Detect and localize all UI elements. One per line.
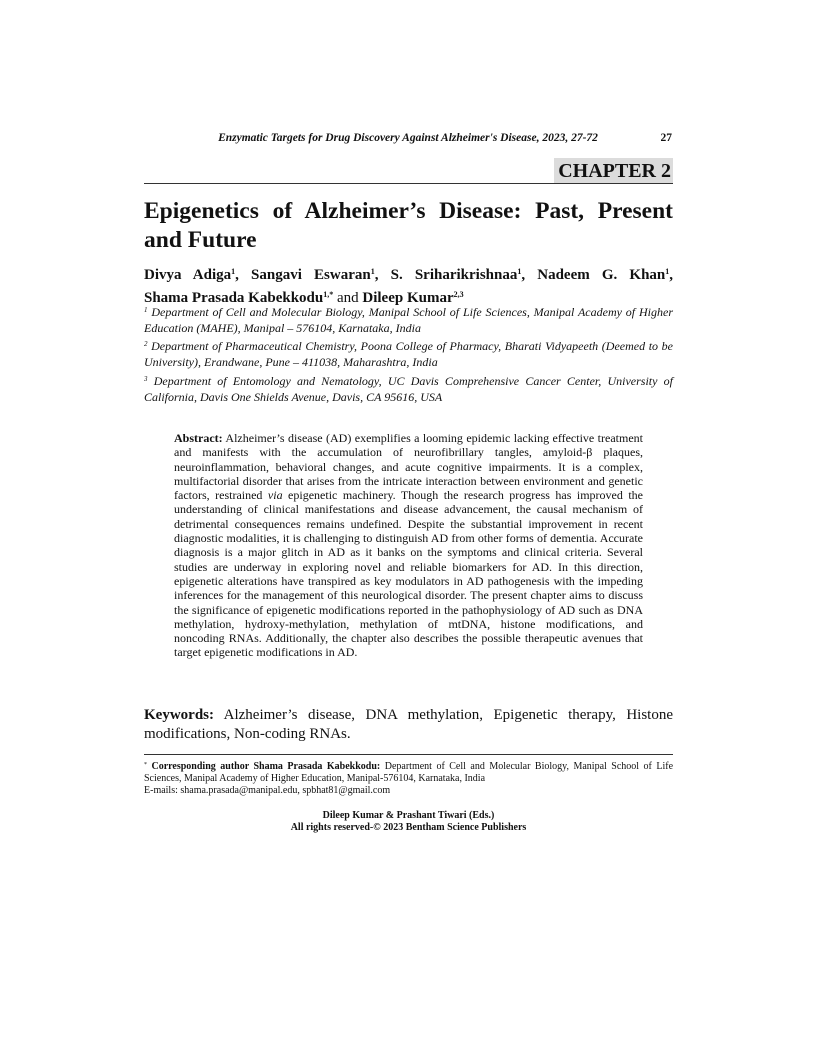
abstract-italic-term: via (267, 488, 283, 503)
abstract-label: Abstract: (174, 431, 223, 445)
abstract-text-continued: epigenetic machinery. Though the research progress has improved the understanding of clinical manifestations and disease advancement, the causal mechanism of detrimental consequences remains undefined. Despite the substantial improvement in recent diagnostic modalities, it is challenging to distinguish AD from other forms of dementia. Accurate diagnosis is a major glitch in AD as it banks on the symptoms and clinical criteria. Several studies are underway in exploring novel and reliable biomarkers for AD. In this direction, epigenetic alterations have transpired as key modulators in AD pathogenesis with the impeding inferences for the management of this neurological disorder. The present chapter aims to discuss the significance of epigenetic modifications reported in the pathophysiology of AD such as DNA methylation, hydroxy-methylation, methylation of mtDNA, histone modifications, and noncoding RNAs. Additionally, the chapter also describes the possible therapeutic avenues that target epigenetic modifications in AD. (174, 488, 644, 660)
chapter-heading-rule (144, 157, 673, 184)
author-separator: , (669, 267, 674, 283)
keywords-text: Alzheimer’s disease, DNA methylation, Epigenetic therapy, Histone modifications, Non-coding RNAs. (144, 707, 673, 742)
affiliation-3 (144, 372, 673, 405)
affiliation-2 (144, 337, 673, 370)
copyright-line: All rights reserved-© 2023 Bentham Science Publishers (290, 822, 527, 833)
author-separator: , (235, 267, 252, 283)
affiliation-text: Department of Cell and Molecular Biology, Manipal School of Life Sciences, Manipal Academy of Higher Education (MAHE), Manipal – 576104, Karnataka, India (144, 305, 673, 335)
footnote-label: Corresponding author Shama Prasada Kabekkodu: (151, 761, 381, 772)
editors-line: Dileep Kumar & Prashant Tiwari (Eds.) (322, 810, 495, 821)
author-line-1 (144, 262, 673, 285)
footnote-marker: * (144, 762, 147, 768)
author-name: Divya Adiga (144, 267, 232, 283)
author-separator: and (333, 290, 363, 306)
author-name: Sangavi Eswaran (251, 267, 371, 283)
author-affiliation-marker: 1 (231, 267, 236, 276)
corresponding-author-footnote (144, 759, 673, 797)
keywords-label: Keywords: (144, 707, 214, 723)
author-affiliation-marker: 1 (517, 267, 522, 276)
chapter-title (144, 197, 673, 255)
footnote-emails: E-mails: shama.prasada@manipal.edu, spbhat81@gmail.com (144, 785, 391, 796)
abstract-text: Alzheimer’s disease (AD) exemplifies a looming epidemic lacking effective treatment and manifests with the accumulation of neurofibrillary tangles, amyloid-β plaques, neuroinflammation, behavioral changes, and acute cognitive impairments. It is a complex, multifactorial disorder that arises from the intricate interaction between environment and genetic factors, restrained (174, 431, 643, 503)
editors-credit (144, 810, 673, 834)
keywords (144, 706, 673, 744)
affiliation-text: Department of Pharmaceutical Chemistry, Poona College of Pharmacy, Bharati Vidyapeeth (Deemed to be University), Erandwane, Pune – 411038, Maharashtra, India (144, 339, 674, 369)
affiliation-marker: 3 (144, 375, 148, 383)
running-head: Enzymatic Targets for Drug Discovery Against Alzheimer's Disease, 2023, 27-72 (218, 132, 598, 144)
author-separator: , (521, 267, 538, 283)
chapter-title-line-2: and Future (144, 227, 257, 253)
author-affiliation-marker: 1 (665, 267, 670, 276)
affiliation-marker: 1 (144, 306, 148, 314)
author-separator: , (374, 267, 391, 283)
abstract (174, 431, 643, 660)
chapter-label: CHAPTER 2 (554, 158, 673, 183)
author-list (144, 262, 673, 308)
affiliation-text: Department of Entomology and Nematology, UC Davis Comprehensive Cancer Center, University of California, Davis One Shields Avenue, Davis, CA 95616, USA (144, 374, 674, 404)
affiliation-1 (144, 303, 673, 336)
author-affiliation-marker: 1,* (323, 290, 334, 299)
author-affiliation-marker: 1 (370, 267, 375, 276)
affiliation-marker: 2 (144, 340, 148, 348)
page-number: 27 (660, 132, 672, 144)
author-name: Shama Prasada Kabekkodu (144, 290, 324, 306)
author-name: S. Sriharikrishnaa (390, 267, 518, 283)
chapter-title-line-1: Epigenetics of Alzheimer’s Disease: Past, Present (144, 198, 673, 224)
footnote-text: Department of Cell and Molecular Biology, Manipal School of Life Sciences, Manipal Academy of Higher Education, Manipal-576104, Karnataka, India (144, 761, 674, 784)
footnote-divider (144, 754, 673, 755)
author-name: Nadeem G. Khan (537, 267, 666, 283)
author-affiliation-marker: 2,3 (453, 290, 464, 299)
author-name: Dileep Kumar (362, 290, 454, 306)
